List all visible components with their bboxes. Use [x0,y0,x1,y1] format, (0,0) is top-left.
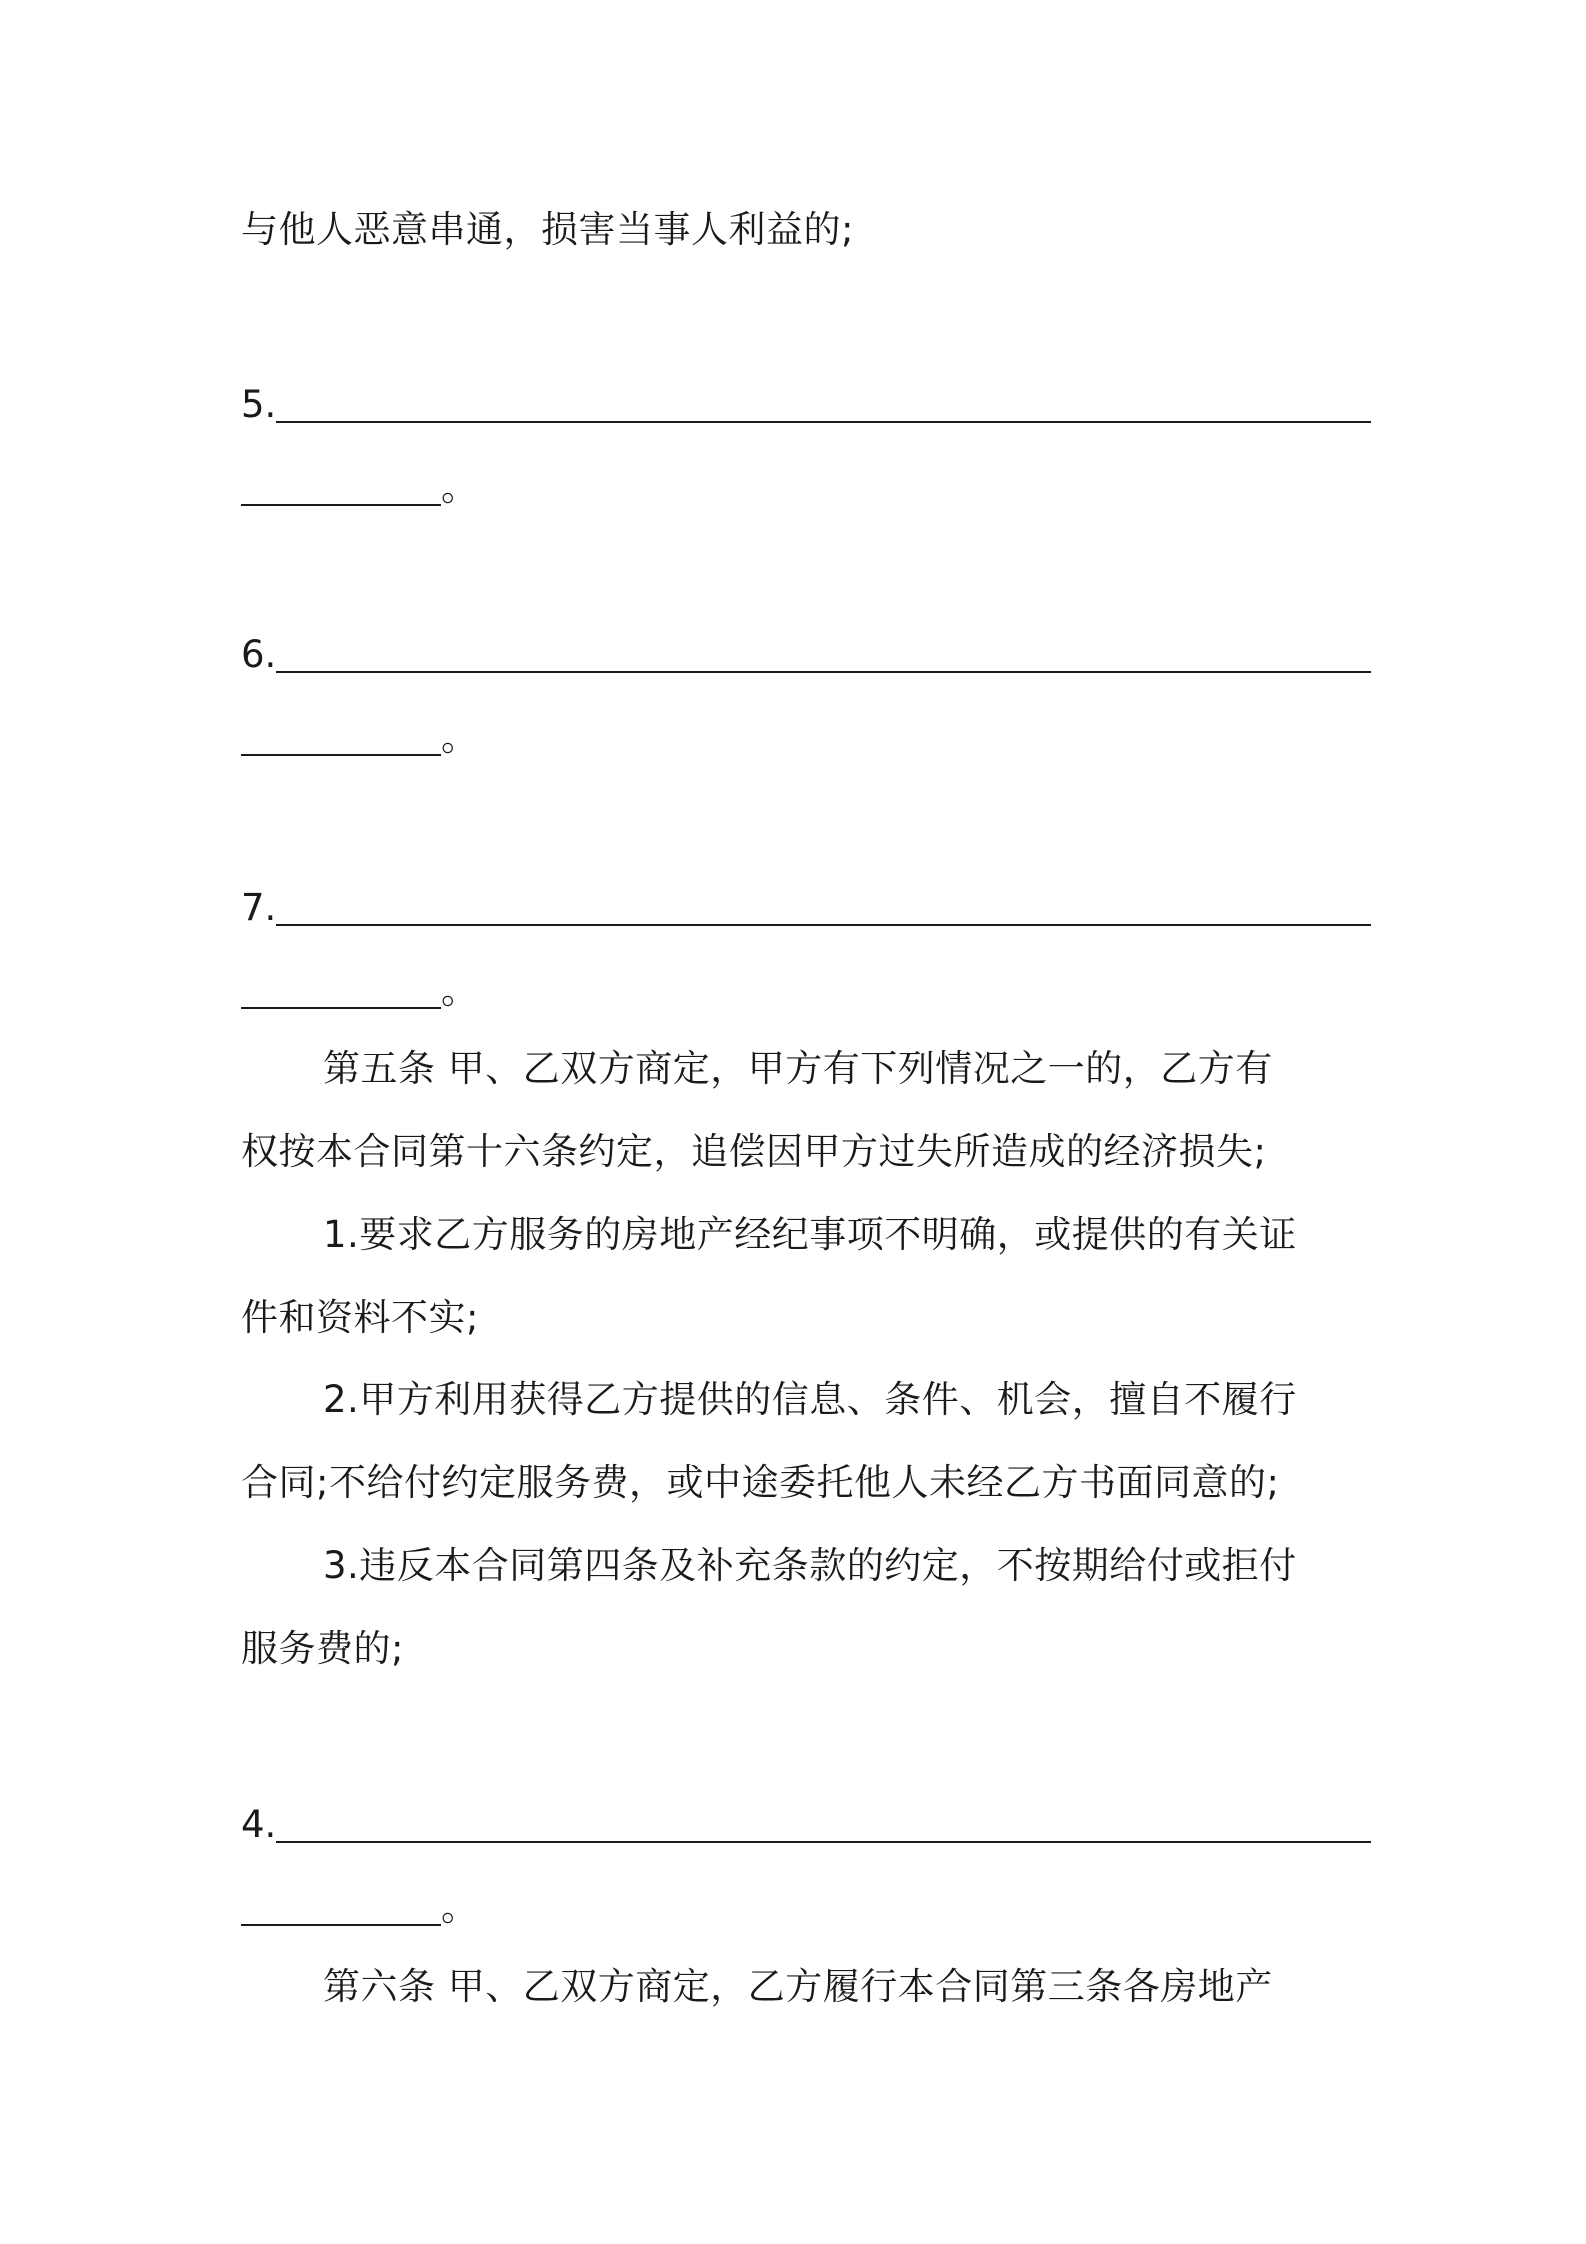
blank-underline [276,385,1371,423]
item-end-mark: 。 [441,716,478,759]
article-5-item-3: 3.违反本合同第四条及补充条款的约定，不按期给付或拒付 [323,1544,1297,1587]
blank-underline [276,1805,1371,1843]
item-number: 6. [241,633,277,676]
article-5-item-2: 2.甲方利用获得乙方提供的信息、条件、机会，擅自不履行 [323,1378,1297,1421]
blank-underline [241,718,441,756]
blank-underline [276,888,1371,926]
fill-in-item-6 [241,630,1371,680]
blank-underline [241,468,441,506]
paragraph-line: 与他人恶意串通，损害当事人利益的; [241,208,854,251]
blank-underline [276,635,1371,673]
article-5-item-2-cont: 合同;不给付约定服务费，或中途委托他人未经乙方书面同意的; [241,1461,1280,1504]
fill-in-item-5-continuation [241,463,478,513]
item-end-mark: 。 [441,466,478,509]
fill-in-item-5 [241,380,1371,430]
fill-in-item-4 [241,1800,1371,1850]
blank-underline [241,971,441,1009]
article-6-line-1: 第六条 甲、乙双方商定，乙方履行本合同第三条各房地产 [323,1965,1273,2008]
article-5-item-3-cont: 服务费的; [241,1627,404,1670]
fill-in-item-7-continuation [241,966,478,1016]
item-end-mark: 。 [441,969,478,1012]
item-number: 5. [241,383,277,426]
article-5-line-2: 权按本合同第十六条约定，追偿因甲方过失所造成的经济损失; [241,1130,1267,1173]
item-end-mark: 。 [441,1886,478,1929]
item-number: 4. [241,1803,277,1846]
article-5-item-1-cont: 件和资料不实; [241,1296,479,1339]
item-number: 7. [241,886,277,929]
fill-in-item-7 [241,883,1371,933]
article-5-item-1: 1.要求乙方服务的房地产经纪事项不明确，或提供的有关证 [323,1213,1297,1256]
fill-in-item-6-continuation [241,713,478,763]
blank-underline [241,1888,441,1926]
article-5-line-1: 第五条 甲、乙双方商定，甲方有下列情况之一的，乙方有 [323,1047,1273,1090]
fill-in-item-4-continuation [241,1883,478,1933]
